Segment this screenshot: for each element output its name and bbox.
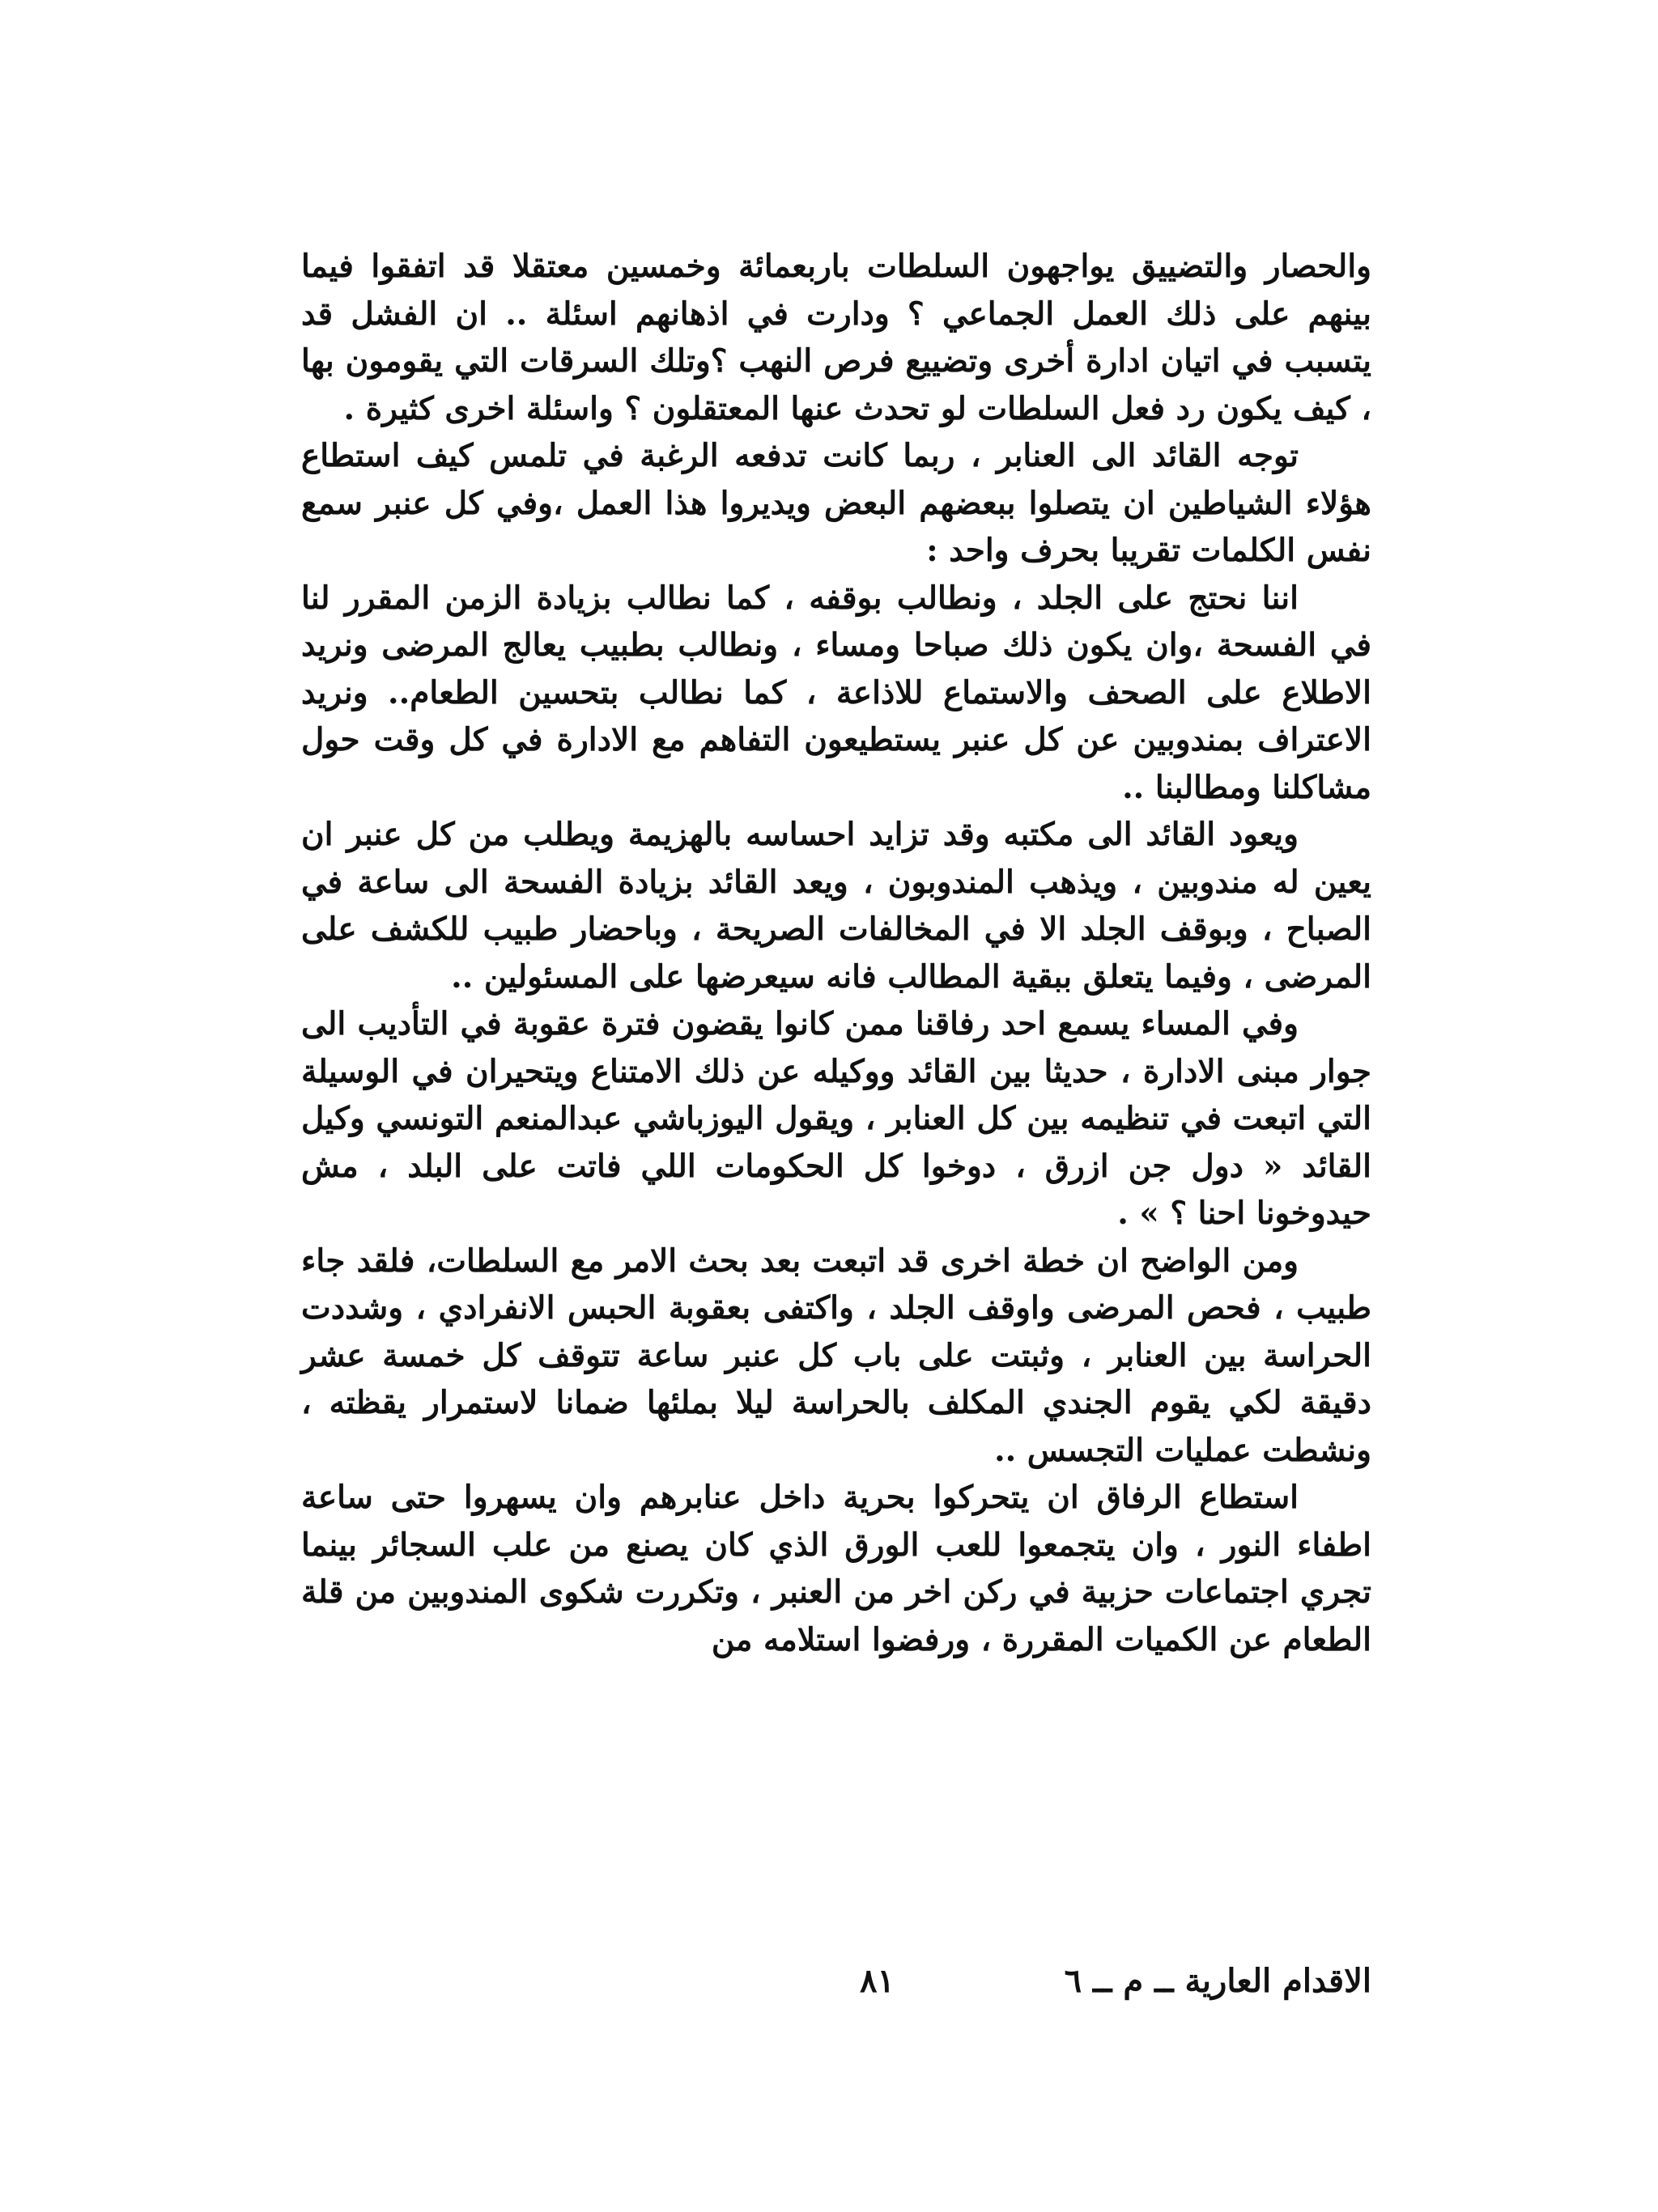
paragraph-5: وفي المساء يسمع احد رفاقنا ممن كانوا يقضون فترة عقوبة في التأديب الى جوار مبنى الادارة ، حديثا بين القائد ووكيله عن ذلك الامتناع ويتحيران في الوسيلة التي اتبعت في تنظيمه بين كل العنابر ، ويقول اليوزباشي عبدالمنعم التونسي وكيل القائد « دول جن ازرق ، دوخوا كل الحكومات اللي فاتت على البلد ، مش حيدوخونا احنا ؟ » . (301, 1005, 1371, 1232)
page-footer (301, 1962, 1371, 2010)
page-number: ٨١ (860, 1962, 895, 2000)
paragraph-4: ويعود القائد الى مكتبه وقد تزايد احساسه بالهزيمة ويطلب من كل عنبر ان يعين له مندوبين ، ويذهب المندوبون ، ويعد القائد بزيادة الفسحة الى ساعة في الصباح ، وبوقف الجلد الا في المخالفات الصريحة ، وباحضار طبيب للكشف على المرضى ، وفيما يتعلق ببقية المطالب فانه سيعرضها على المسئولين .. (301, 816, 1371, 996)
paragraph-7: استطاع الرفاق ان يتحركوا بحرية داخل عنابرهم وان يسهروا حتى ساعة اطفاء النور ، وان يتجمعوا للعب الورق الذي كان يصنع من علب السجائر بينما تجري اجتماعات حزبية في ركن اخر من العنبر ، وتكررت شكوى المندوبين من قلة الطعام عن الكميات المقررة ، ورفضوا استلامه من (301, 1479, 1371, 1658)
book-signature: الاقدام العارية ــ م ــ ٦ (1064, 1962, 1371, 2000)
paragraph-6: ومن الواضح ان خطة اخرى قد اتبعت بعد بحث الامر مع السلطات، فلقد جاء طبيب ، فحص المرضى واوقف الجلد ، واكتفى بعقوبة الحبس الانفرادي ، وشددت الحراسة بين العنابر ، وثبتت على باب كل عنبر ساعة تتوقف كل خمسة عشر دقيقة لكي يقوم الجندي المكلف بالحراسة ليلا بملئها ضمانا لاستمرار يقظته ، ونشطت عمليات التجسس .. (301, 1242, 1371, 1469)
paragraph-1: والحصار والتضييق يواجهون السلطات باربعمائة وخمسين معتقلا قد اتفقوا فيما بينهم على ذلك العمل الجماعي ؟ ودارت في اذهانهم اسئلة .. ان الفشل قد يتسبب في اتيان ادارة أخرى وتضييع فرص النهب ؟وتلك السرقات التي يقومون بها ، كيف يكون رد فعل السلطات لو تحدث عنها المعتقلون ؟ واسئلة اخرى كثيرة . (301, 248, 1371, 427)
body-text (301, 243, 1371, 1902)
paragraph-3: اننا نحتج على الجلد ، ونطالب بوقفه ، كما نطالب بزيادة الزمن المقرر لنا في الفسحة ،وان يكون ذلك صباحا ومساء ، ونطالب بطبيب يعالج المرضى ونريد الاطلاع على الصحف والاستماع للاذاعة ، كما نطالب بتحسين الطعام.. ونريد الاعتراف بمندوبين عن كل عنبر يستطيعون التفاهم مع الادارة في كل وقت حول مشاكلنا ومطالبنا .. (301, 579, 1371, 806)
paragraph-2: توجه القائد الى العنابر ، ربما كانت تدفعه الرغبة في تلمس كيف استطاع هؤلاء الشياطين ان يتصلوا ببعضهم البعض ويديروا هذا العمل ،وفي كل عنبر سمع نفس الكلمات تقريبا بحرف واحد : (301, 437, 1371, 569)
